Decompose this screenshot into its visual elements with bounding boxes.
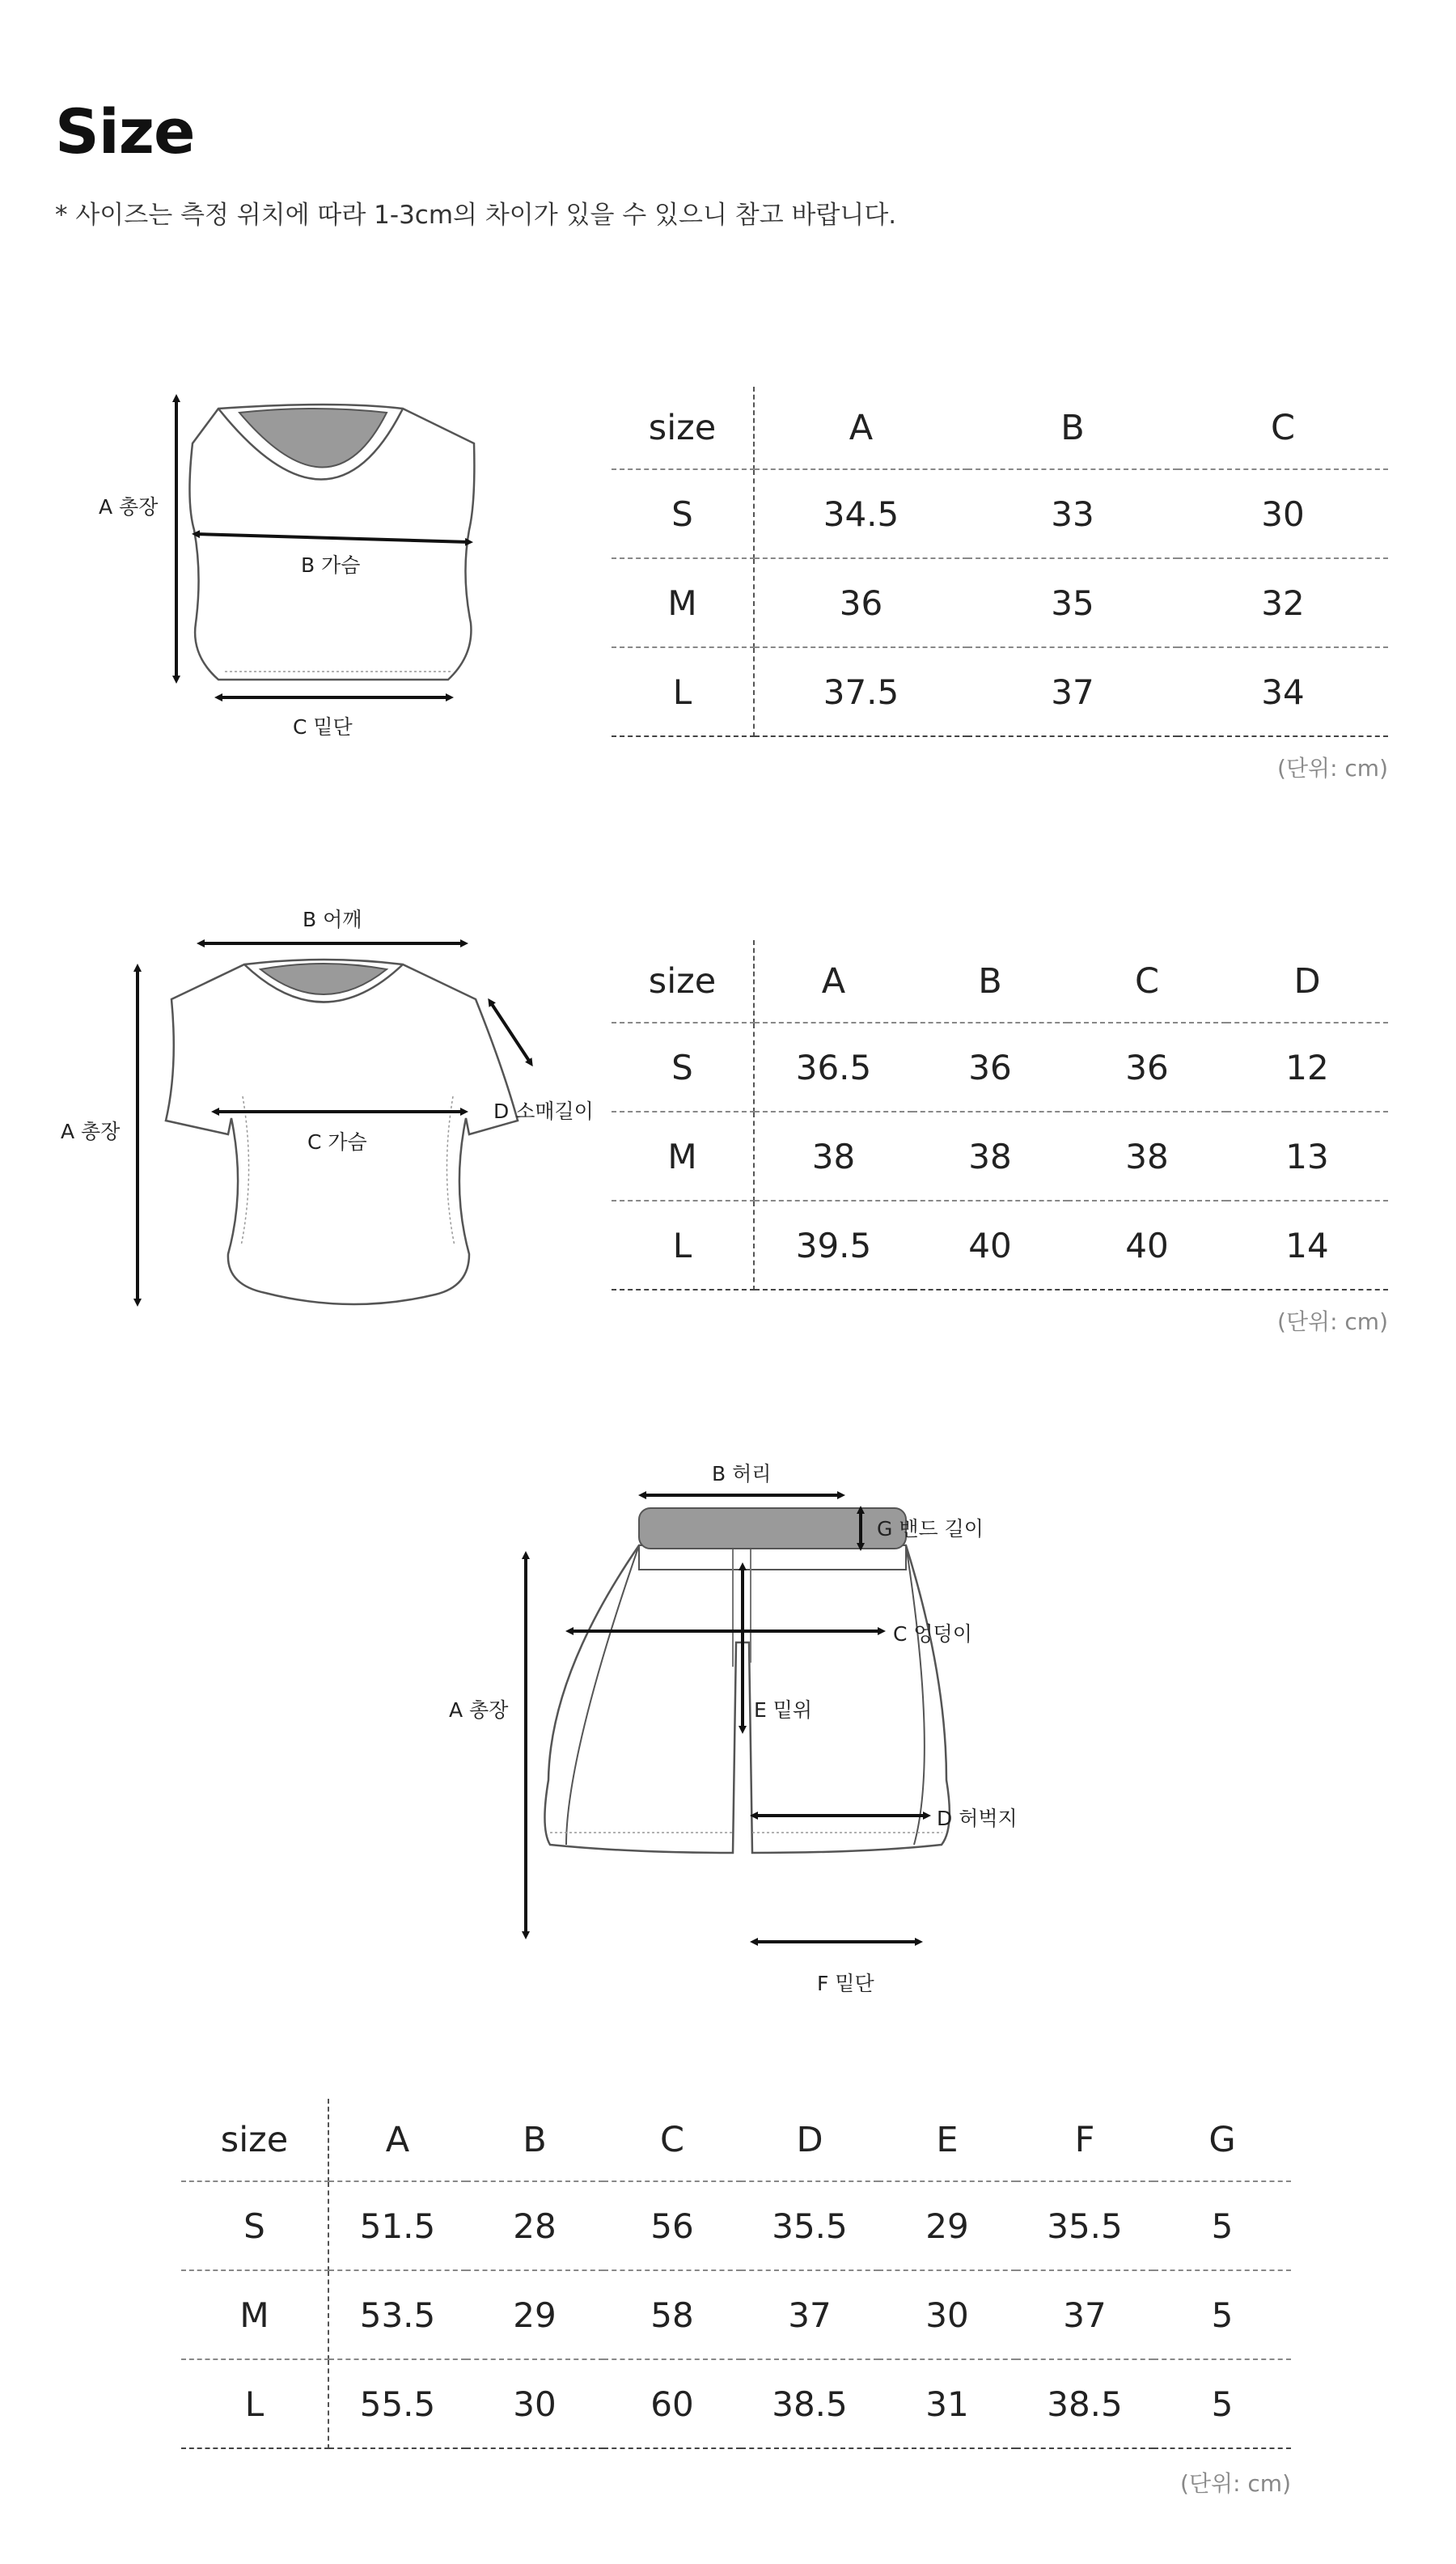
table-cell: 35 bbox=[967, 558, 1178, 647]
tank-label-c: C 밑단 bbox=[293, 715, 353, 739]
table-cell: 60 bbox=[603, 2359, 741, 2448]
shorts-garment bbox=[544, 1545, 949, 1853]
tee-label-a: A 총장 bbox=[61, 1120, 121, 1143]
table-cell: 34 bbox=[1178, 647, 1388, 736]
shorts-label-d: D 허벅지 bbox=[937, 1807, 1018, 1830]
column-header-a: A bbox=[754, 387, 967, 469]
table-cell: 40 bbox=[912, 1201, 1068, 1290]
table-cell: 34.5 bbox=[754, 469, 967, 558]
column-header-b: B bbox=[967, 387, 1178, 469]
table-cell: 35.5 bbox=[741, 2181, 878, 2270]
table-cell: 38 bbox=[1068, 1112, 1226, 1201]
table-cell: 37 bbox=[741, 2270, 878, 2359]
table-cell: 35.5 bbox=[1016, 2181, 1153, 2270]
table-cell: 38 bbox=[754, 1112, 912, 1201]
shorts-waistband bbox=[639, 1508, 906, 1549]
column-header-c: C bbox=[603, 2099, 741, 2181]
tee-label-d: D 소매길이 bbox=[493, 1100, 594, 1123]
table-cell: 13 bbox=[1226, 1112, 1388, 1201]
table-cell: 37 bbox=[1016, 2270, 1153, 2359]
table-cell: 36 bbox=[1068, 1023, 1226, 1112]
table-corner-label: size bbox=[181, 2099, 328, 2181]
table-cell: 31 bbox=[878, 2359, 1016, 2448]
size-notice: * 사이즈는 측정 위치에 따라 1-3cm의 차이가 있을 수 있으니 참고 바랍니다. bbox=[55, 201, 897, 230]
shorts-label-g: G 밴드 길이 bbox=[877, 1517, 984, 1541]
table-cell: 36.5 bbox=[754, 1023, 912, 1112]
table-cell: 51.5 bbox=[328, 2181, 466, 2270]
table-cell: 38.5 bbox=[741, 2359, 878, 2448]
table-row bbox=[612, 1112, 1388, 1201]
table-cell: 30 bbox=[466, 2359, 603, 2448]
row-size-label: L bbox=[181, 2359, 328, 2448]
tee-label-c: C 가슴 bbox=[307, 1130, 367, 1154]
table-cell: 58 bbox=[603, 2270, 741, 2359]
table-cell: 39.5 bbox=[754, 1201, 912, 1290]
column-header-c: C bbox=[1068, 940, 1226, 1023]
column-header-d: D bbox=[1226, 940, 1388, 1023]
row-size-label: M bbox=[612, 558, 754, 647]
shorts-label-f: F 밑단 bbox=[817, 1972, 874, 1995]
tank-label-a: A 총장 bbox=[99, 495, 159, 519]
shorts-diagram bbox=[445, 1462, 1060, 2015]
table-cell: 5 bbox=[1153, 2359, 1291, 2448]
table-row bbox=[612, 1201, 1388, 1290]
table-cell: 38.5 bbox=[1016, 2359, 1153, 2448]
column-header-a: A bbox=[328, 2099, 466, 2181]
unit-label: (단위: cm) bbox=[1180, 2470, 1291, 2497]
table-corner-label: size bbox=[612, 940, 754, 1023]
table-row bbox=[181, 2359, 1291, 2448]
table-cell: 53.5 bbox=[328, 2270, 466, 2359]
tank-size-table bbox=[612, 387, 1388, 737]
table-cell: 30 bbox=[878, 2270, 1016, 2359]
table-cell: 40 bbox=[1068, 1201, 1226, 1290]
table-cell: 37 bbox=[967, 647, 1178, 736]
table-cell: 5 bbox=[1153, 2181, 1291, 2270]
tee-label-b: B 어깨 bbox=[303, 908, 362, 931]
table-cell: 37.5 bbox=[754, 647, 967, 736]
table-cell: 30 bbox=[1178, 469, 1388, 558]
table-cell: 55.5 bbox=[328, 2359, 466, 2448]
row-size-label: S bbox=[181, 2181, 328, 2270]
table-cell: 28 bbox=[466, 2181, 603, 2270]
column-header-g: G bbox=[1153, 2099, 1291, 2181]
unit-label: (단위: cm) bbox=[1277, 1308, 1388, 1335]
page-title: Size bbox=[55, 95, 195, 167]
tank-top-diagram bbox=[81, 380, 502, 752]
shorts-label-e: E 밑위 bbox=[754, 1698, 813, 1722]
column-header-b: B bbox=[466, 2099, 603, 2181]
table-cell: 56 bbox=[603, 2181, 741, 2270]
column-header-e: E bbox=[878, 2099, 1016, 2181]
column-header-f: F bbox=[1016, 2099, 1153, 2181]
shorts-label-a: A 총장 bbox=[449, 1698, 509, 1722]
table-cell: 5 bbox=[1153, 2270, 1291, 2359]
column-header-c: C bbox=[1178, 387, 1388, 469]
table-cell: 14 bbox=[1226, 1201, 1388, 1290]
table-corner-label: size bbox=[612, 387, 754, 469]
table-row bbox=[181, 2270, 1291, 2359]
unit-label: (단위: cm) bbox=[1277, 755, 1388, 782]
table-row bbox=[612, 1023, 1388, 1112]
tee-diagram bbox=[49, 906, 615, 1311]
row-size-label: M bbox=[612, 1112, 754, 1201]
table-row bbox=[612, 469, 1388, 558]
row-size-label: L bbox=[612, 647, 754, 736]
row-size-label: L bbox=[612, 1201, 754, 1290]
table-cell: 33 bbox=[967, 469, 1178, 558]
table-cell: 29 bbox=[878, 2181, 1016, 2270]
column-header-d: D bbox=[741, 2099, 878, 2181]
tee-size-table bbox=[612, 940, 1388, 1290]
column-header-a: A bbox=[754, 940, 912, 1023]
table-cell: 29 bbox=[466, 2270, 603, 2359]
table-cell: 36 bbox=[754, 558, 967, 647]
table-cell: 36 bbox=[912, 1023, 1068, 1112]
table-cell: 38 bbox=[912, 1112, 1068, 1201]
table-row bbox=[181, 2181, 1291, 2270]
tank-label-b: B 가슴 bbox=[301, 553, 361, 577]
shorts-label-b: B 허리 bbox=[712, 1462, 772, 1485]
shorts-label-c: C 엉덩이 bbox=[893, 1622, 972, 1646]
table-row bbox=[612, 647, 1388, 736]
row-size-label: M bbox=[181, 2270, 328, 2359]
column-header-b: B bbox=[912, 940, 1068, 1023]
table-cell: 12 bbox=[1226, 1023, 1388, 1112]
row-size-label: S bbox=[612, 1023, 754, 1112]
shorts-size-table bbox=[181, 2099, 1291, 2449]
table-cell: 32 bbox=[1178, 558, 1388, 647]
table-row bbox=[612, 558, 1388, 647]
row-size-label: S bbox=[612, 469, 754, 558]
